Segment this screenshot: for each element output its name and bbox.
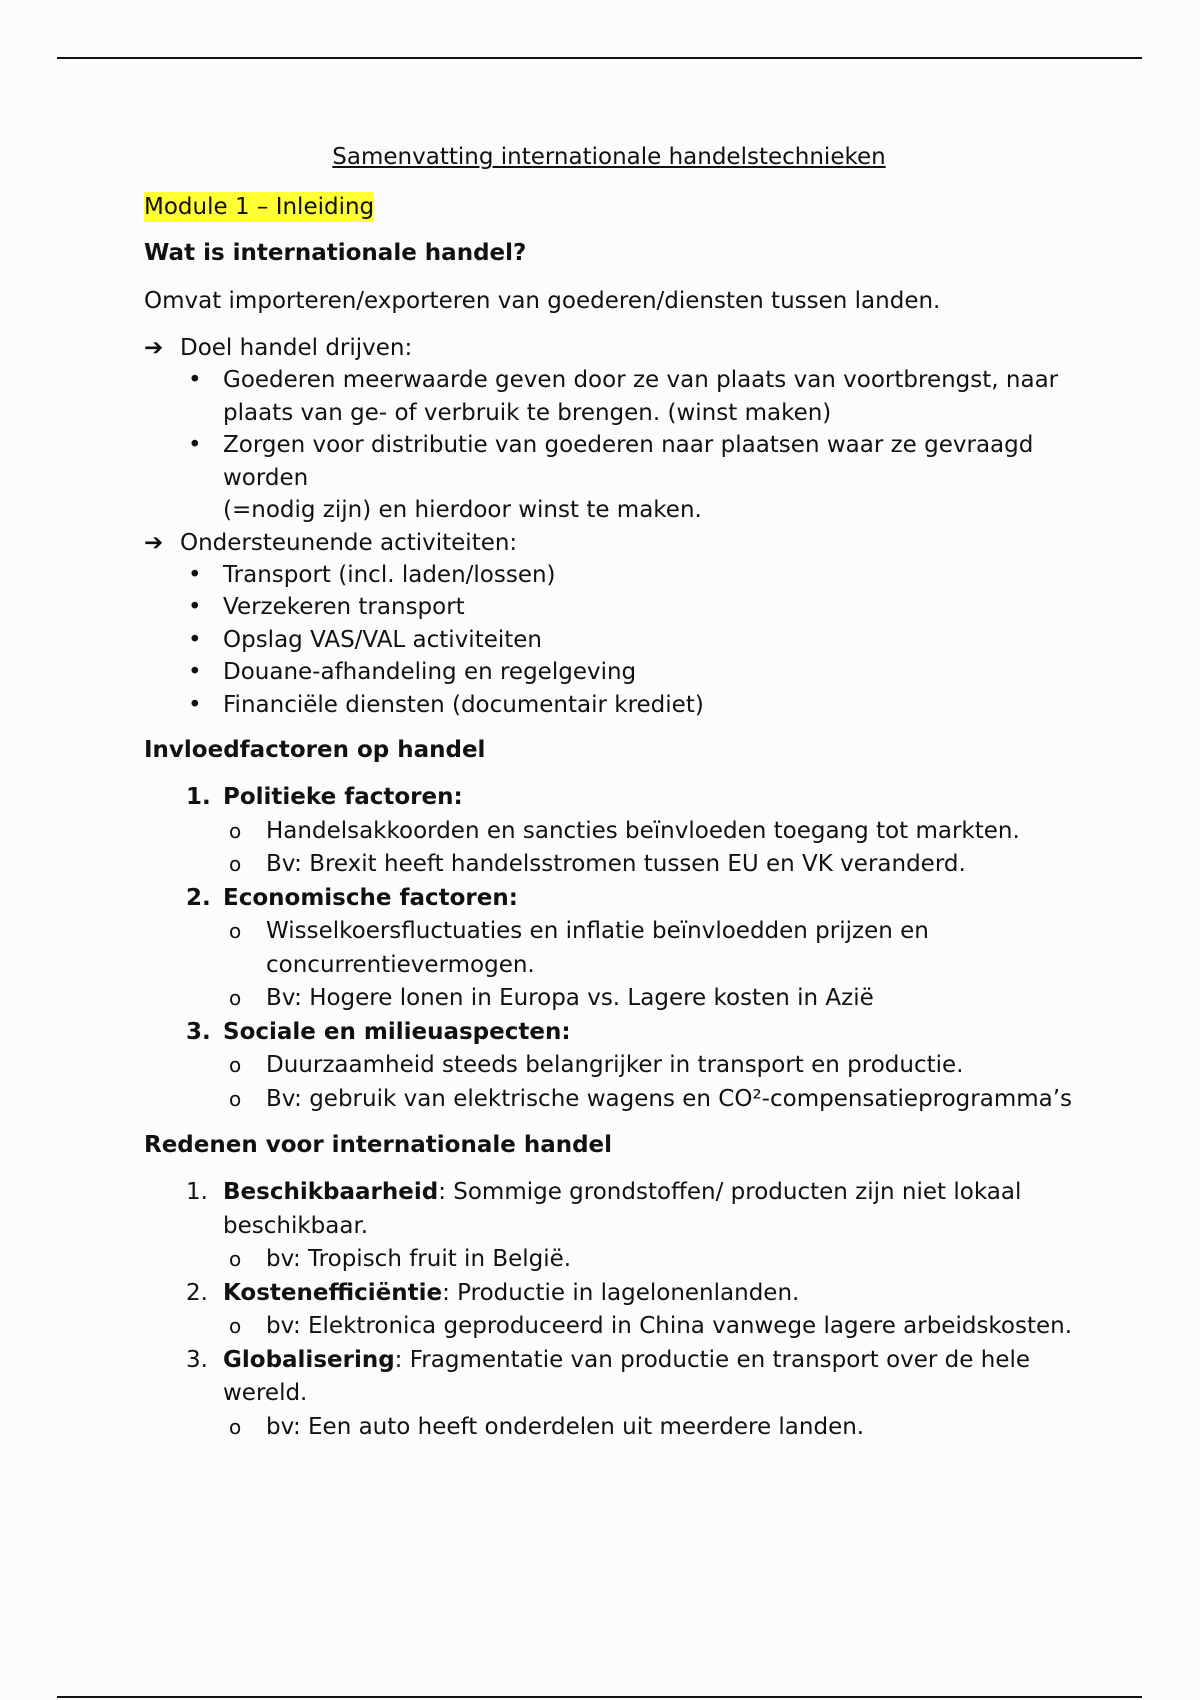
list-item-continuation: (=nodig zijn) en hierdoor winst te maken. [223, 497, 702, 523]
reason-term: Kostenefficiëntie [223, 1279, 443, 1306]
list-item: • Transport (incl. laden/lossen) [188, 559, 1074, 592]
sub-list-item: o Bv: Brexit heeft handelsstromen tussen EU en VK veranderd. [229, 848, 1074, 882]
section-heading-reasons: Redenen voor internationale handel [144, 1132, 613, 1158]
sub-list-item: o bv: Elektronica geproduceerd in China vanwege lagere arbeidskosten. [229, 1310, 1074, 1344]
list-item: • Financiële diensten (documentair krediet) [188, 689, 1074, 722]
sub-list-item: o bv: Een auto heeft onderdelen uit meerdere landen. [229, 1411, 1074, 1445]
section-heading-what-is-trade: Wat is internationale handel? [144, 240, 527, 266]
list-number: 3. [186, 1018, 211, 1045]
document-body [144, 140, 1074, 1456]
list-number: 3. [186, 1346, 208, 1373]
list-item [186, 882, 1074, 1016]
footer-rule [57, 1696, 1142, 1698]
section-heading-influence-factors: Invloedfactoren op handel [144, 737, 486, 763]
sub-list-item: o bv: Tropisch fruit in België. [229, 1243, 1074, 1277]
sub-list-item: o Wisselkoersfluctuaties en inflatie beïnvloedden prijzen en concurrentievermogen. [229, 915, 1074, 982]
list-item [186, 781, 1074, 882]
reason-term: Beschikbaarheid [223, 1179, 439, 1205]
list-number: 2. [186, 884, 211, 911]
list-item-text: Zorgen voor distributie van goederen naar plaatsen waar ze gevraagd worden [223, 432, 1034, 491]
sub-list [223, 915, 1074, 1016]
influence-factors-list [144, 781, 1074, 1116]
reason-term: Globalisering [223, 1346, 395, 1373]
list-number: 1. [186, 1179, 208, 1205]
reason-text: : Productie in lagelonenlanden. [442, 1279, 800, 1306]
goal-list [144, 364, 1074, 527]
goal-label: Doel handel drijven: [180, 335, 413, 361]
module-heading: Module 1 – Inleiding [144, 194, 375, 220]
sub-list [223, 1243, 1074, 1277]
sub-list [223, 815, 1074, 882]
list-item: • Goederen meerwaarde geven door ze van plaats van voortbrengst, naar plaats van ge- of verbruik te brengen. (winst maken) [188, 364, 1074, 429]
sub-list-item: o Bv: gebruik van elektrische wagens en CO²-compensatieprogramma’s [229, 1083, 1074, 1117]
intro-paragraph: Omvat importeren/exporteren van goederen/diensten tussen landen. [144, 288, 941, 314]
list-item [186, 1176, 1074, 1277]
list-item: • Verzekeren transport [188, 591, 1074, 624]
reason-text: : Sommige grondstoffen/ producten zijn niet lokaal beschikbaar. [223, 1179, 1022, 1239]
sub-list-item: o Handelsakkoorden en sancties beïnvloeden toegang tot markten. [229, 815, 1074, 849]
list-number: 2. [186, 1279, 208, 1306]
factor-label: Sociale en milieuaspecten: [223, 1018, 571, 1045]
list-item: • Douane-afhandeling en regelgeving [188, 656, 1074, 689]
support-list [144, 559, 1074, 722]
sub-list-item: o Bv: Hogere lonen in Europa vs. Lagere kosten in Azië [229, 982, 1074, 1016]
arrow-right-icon: ➔ [144, 529, 164, 556]
support-label: Ondersteunende activiteiten: [180, 529, 518, 556]
list-number: 1. [186, 784, 211, 810]
goal-line [144, 332, 1074, 364]
support-line [144, 527, 1074, 559]
list-item [186, 1277, 1074, 1344]
factor-label: Economische factoren: [223, 884, 518, 911]
list-item [188, 429, 1074, 527]
reasons-list [144, 1176, 1074, 1444]
list-item [186, 1344, 1074, 1445]
document-title: Samenvatting internationale handelstechnieken [332, 144, 886, 170]
arrow-right-icon: ➔ [144, 335, 164, 361]
factor-label: Politieke factoren: [223, 784, 463, 810]
sub-list [223, 1049, 1074, 1116]
reason-text: : Fragmentatie van productie en transport over de hele wereld. [223, 1346, 1031, 1406]
sub-list-item: o Duurzaamheid steeds belangrijker in transport en productie. [229, 1049, 1074, 1083]
sub-list [223, 1310, 1074, 1344]
list-item: • Opslag VAS/VAL activiteiten [188, 624, 1074, 657]
sub-list [223, 1411, 1074, 1445]
list-item [186, 1016, 1074, 1117]
header-rule [57, 57, 1142, 59]
trade-goal-block [144, 332, 1074, 721]
